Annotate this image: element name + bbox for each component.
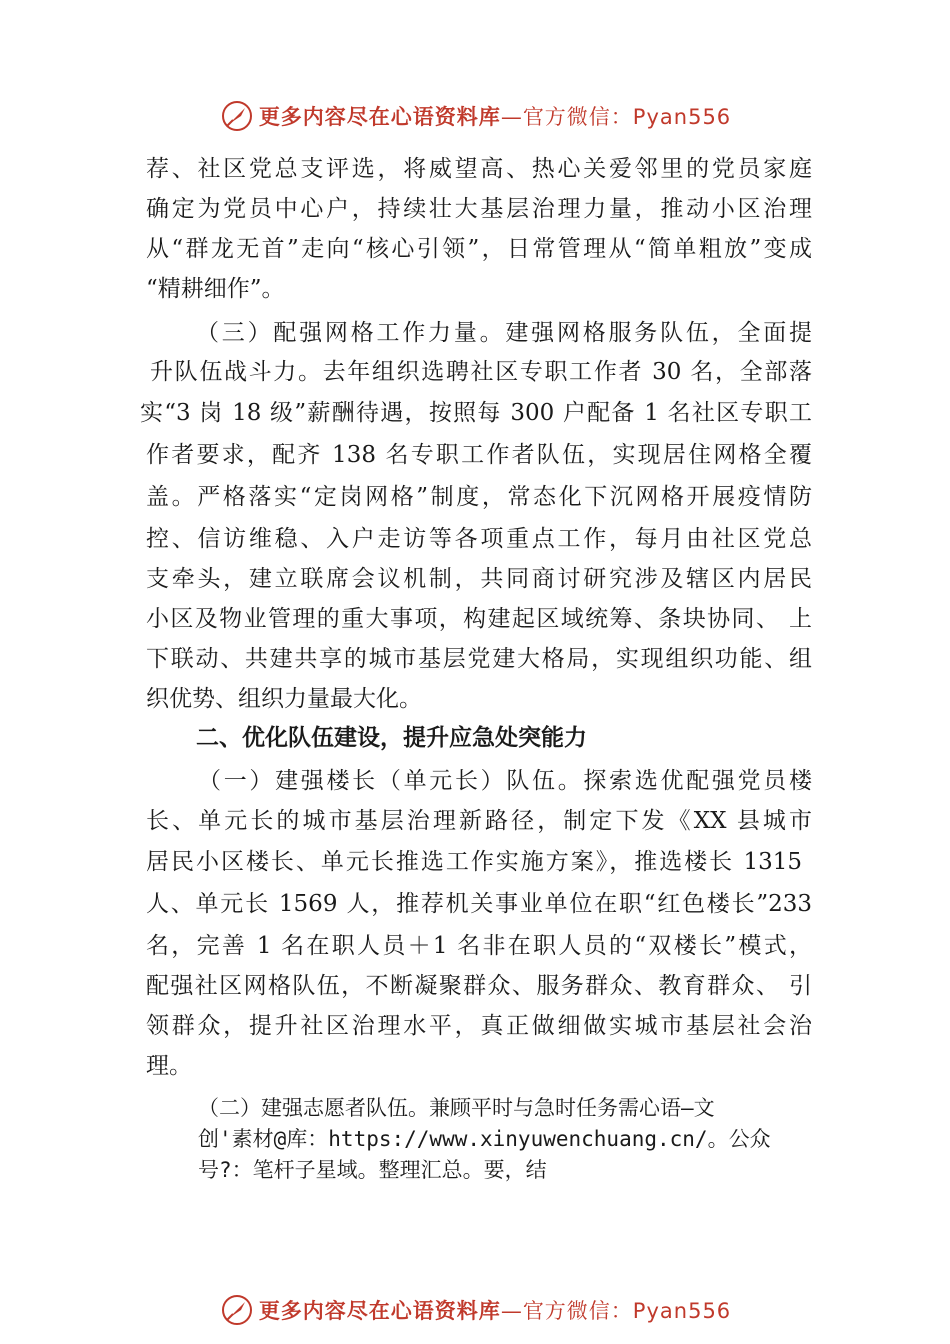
- body-line: 确定为党员中心户，持续壮大基层治理力量，推动小区治理: [146, 196, 812, 222]
- body-line: “精耕细作”。: [146, 276, 285, 302]
- body-line: （二）建强志愿者队伍。兼顾平时与急时任务需心语—文: [198, 1096, 715, 1120]
- body-line: 下联动、共建共享的城市基层党建大格局，实现组织功能、组: [146, 646, 812, 672]
- body-line: 织优势、组织力量最大化。: [146, 686, 422, 712]
- quill-logo-icon: [219, 98, 255, 134]
- body-line: 长、单元长的城市基层治理新路径，制定下发《XX 县城市: [146, 808, 812, 834]
- body-line: 控、信访维稳、入户走访等各项重点工作，每月由社区党总: [146, 526, 812, 552]
- body-line: 号?：笔杆子星域。整理汇总。要，结: [198, 1158, 547, 1182]
- body-line: （一）建强楼长（单元长）队伍。探索选优配强党员楼: [198, 768, 812, 794]
- footer-wechat-text: —官方微信：Pyan556: [500, 1299, 732, 1323]
- footer-site-text: 更多内容尽在心语资料库: [258, 1298, 501, 1323]
- body-line: 作者要求，配齐 138 名专职工作者队伍，实现居住网格全覆: [146, 442, 812, 468]
- section-heading: 二、优化队伍建设，提升应急处突能力: [196, 725, 587, 751]
- body-line: 理。: [146, 1053, 192, 1079]
- body-line: 创'素材@库：https://www.xinyuwenchuang.cn/。公众: [198, 1127, 771, 1151]
- body-line: 实“3 岗 18 级”薪酬待遇，按照每 300 户配备 1 名社区专职工: [140, 400, 812, 426]
- body-line: 盖。严格落实“定岗网格”制度，常态化下沉网格开展疫情防: [146, 484, 812, 510]
- body-line: 支牵头，建立联席会议机制，共同商讨研究涉及辖区内居民: [146, 566, 812, 592]
- header-wechat-text: —官方微信：Pyan556: [500, 105, 732, 129]
- footer-banner: [0, 1290, 950, 1330]
- body-line: 名，完善 1 名在职人员＋1 名非在职人员的“双楼长”模式，: [146, 933, 812, 959]
- body-line: 居民小区楼长、单元长推选工作实施方案》，推选楼长 1315: [146, 849, 802, 875]
- body-line: 小区及物业管理的重大事项，构建起区域统筹、条块协同、 上: [146, 606, 812, 632]
- body-line: 配强社区网格队伍，不断凝聚群众、服务群众、教育群众、 引: [146, 973, 812, 999]
- body-line: （三）配强网格工作力量。建强网格服务队伍，全面提: [196, 320, 812, 346]
- header-banner: [0, 96, 950, 136]
- body-line: 升队伍战斗力。去年组织选聘社区专职工作者 30 名，全部落: [150, 359, 812, 385]
- body-line: 领群众，提升社区治理水平，真正做细做实城市基层社会治: [146, 1013, 812, 1039]
- body-line: 荐、社区党总支评选，将威望高、热心关爱邻里的党员家庭: [146, 156, 812, 182]
- header-site-text: 更多内容尽在心语资料库: [258, 104, 501, 129]
- quill-logo-icon: [219, 1292, 255, 1328]
- body-line: 从“群龙无首”走向“核心引领”，日常管理从“简单粗放”变成: [146, 236, 812, 262]
- body-line: 人、单元长 1569 人，推荐机关事业单位在职“红色楼长”233: [146, 891, 812, 917]
